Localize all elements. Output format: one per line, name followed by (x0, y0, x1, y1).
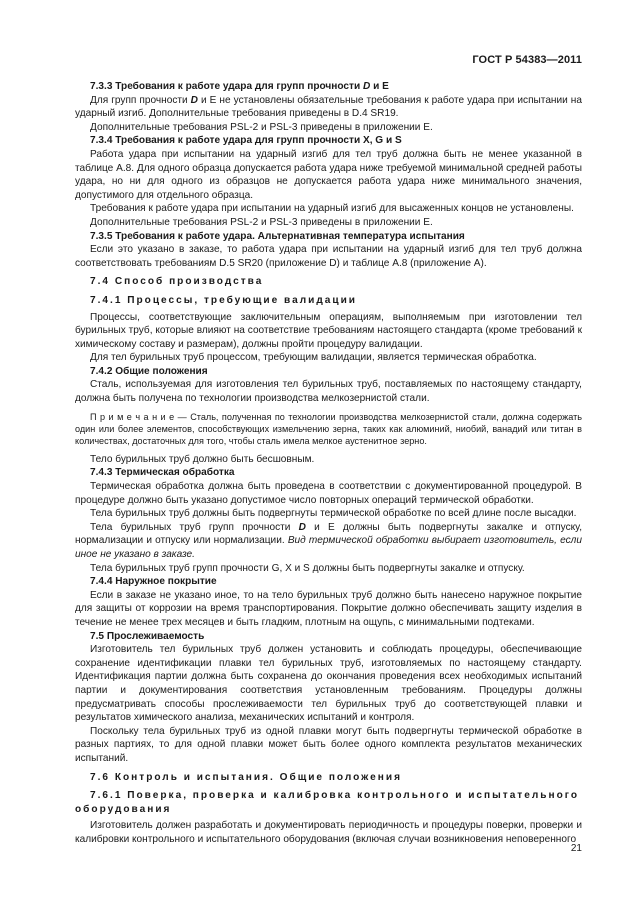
section-7-3-4-heading: 7.3.4 Требования к работе удара для групп прочности X, G и S (90, 135, 402, 147)
paragraph: Процессы, соответствующие заключительным операциям, выполняемым при изготовлении тел бурильных труб, которые влияют на соответствие требованиям настоящего стандарта (кроме требований к химическому составу и размерам), должны пройти процедуру валидации. (75, 311, 582, 350)
section-7-6-1-heading: 7.6.1 Поверка, проверка и калибровка контрольного и испытательного оборудования (75, 790, 579, 815)
paragraph: Тела бурильных труб должны быть подвергнуты термической обработке по всей длине после высадки. (90, 508, 577, 520)
paragraph: Если в заказе не указано иное, то на тело бурильных труб должно быть нанесено наружное покрытие для защиты от коррозии на время транспортирования. Покрытие должно обеспечивать защиту изделия в течение не менее трех месяцев и быть гладким, плотным на ощупь, с минимальными подтеками. (75, 589, 582, 628)
paragraph: Тела бурильных труб групп прочности D и E должны быть подвергнуты закалке и отпуску, нормализации и отпуску или нормализации. Вид термической обработки выбирает изготовитель, если иное не указано в заказе. (75, 521, 582, 561)
paragraph: Тело бурильных труб должно быть бесшовным. (90, 453, 315, 465)
paragraph: Термическая обработка должна быть проведена в соответствии с документированной процедурой. В процедуре должно быть указано допустимое число повторных операций термической обработки. (75, 481, 582, 506)
paragraph: Если это указано в заказе, то работа удара при испытании на ударный изгиб для тел труб должна соответствовать требованиям D.5 SR20 (приложение D) и таблице A.8 (приложение А). (75, 244, 582, 269)
section-7-6-heading: 7.6 Контроль и испытания. Общие положения (90, 771, 402, 783)
paragraph: Изготовитель должен разработать и документировать периодичность и процедуры поверки, проверки и калибровки контрольного и испытательного оборудования (включая случаи возникновения неповеренного (75, 820, 582, 845)
paragraph: Поскольку тела бурильных труб из одной плавки могут быть подвергнуты термической обработке в разных партиях, то для одной плавки может быть более одного комплекта результатов механических испытаний. (75, 725, 582, 764)
section-7-4-2-heading: 7.4.2 Общие положения (90, 365, 208, 377)
page-number: 21 (570, 843, 582, 854)
section-7-4-3-heading: 7.4.3 Термическая обработка (90, 467, 235, 479)
section-7-3-3-heading: 7.3.3 Требования к работе удара для групп прочности D и E (90, 81, 389, 92)
paragraph: Для групп прочности D и E не установлены обязательные требования к работе удара при испытании на ударный изгиб. Дополнительные требования приведены в D.4 SR19. (75, 94, 582, 120)
note: П р и м е ч а н и е — Сталь, полученная по технологии производства мелкозернистой стали, должна содержать один или более элементов, способствующих измельчению зерна, таких как алюминий, ниобий, ванадий или титан в количествах, достаточных для того, чтобы сталь имела мелкое аустенитное зерно. (75, 411, 582, 447)
paragraph: Изготовитель тел бурильных труб должен установить и соблюдать процедуры, обеспечивающие сохранение идентификации плавки тел бурильных труб, изготовляемых по настоящему стандарту. Идентификация партии должна быть сохранена до окончания проведения всех необходимых испытаний партии и документирования соответствия установленным требованиям. Процедуры должны предусматривать способы прослеживаемости тел бурильных труб до соответствующей плавки и результатов химического анализа, механических испытаний и контроля. (75, 644, 582, 724)
section-7-4-1-heading: 7.4.1 Процессы, требующие валидации (90, 294, 357, 306)
paragraph: Дополнительные требования PSL-2 и PSL-3 приведены в приложении E. (90, 121, 433, 133)
section-7-4-heading: 7.4 Способ производства (90, 276, 264, 288)
paragraph: Сталь, используемая для изготовления тел бурильных труб, поставляемых по настоящему стандарту, должна быть получена по технологии производства мелкозернистой стали. (75, 379, 582, 405)
paragraph: Работа удара при испытании на ударный изгиб для тел труб должна быть не менее указанной в таблице A.8. Для одного образца допускается работа удара ниже требуемой минимальной средней работы удара, но ни для одного из образцов не допускается работа удара ниже минимального значения, допустимого для отдельного образца. (75, 148, 582, 201)
paragraph: Требования к работе удара при испытании на ударный изгиб для высаженных концов не установлены. (90, 203, 574, 215)
standard-header: ГОСТ Р 54383—2011 (472, 54, 582, 66)
paragraph: Дополнительные требования PSL-2 и PSL-3 приведены в приложении E. (90, 216, 433, 228)
section-7-3-5-heading: 7.3.5 Требования к работе удара. Альтернативная температура испытания (90, 230, 465, 242)
page-content (75, 80, 582, 847)
paragraph: Для тел бурильных труб процессом, требующим валидации, является термическая обработка. (90, 352, 537, 364)
section-7-4-4-heading: 7.4.4 Наружное покрытие (90, 576, 217, 588)
section-7-5-heading: 7.5 Прослеживаемость (90, 630, 205, 642)
paragraph: Тела бурильных труб групп прочности G, X и S должны быть подвергнуты закалке и отпуску. (90, 562, 525, 574)
